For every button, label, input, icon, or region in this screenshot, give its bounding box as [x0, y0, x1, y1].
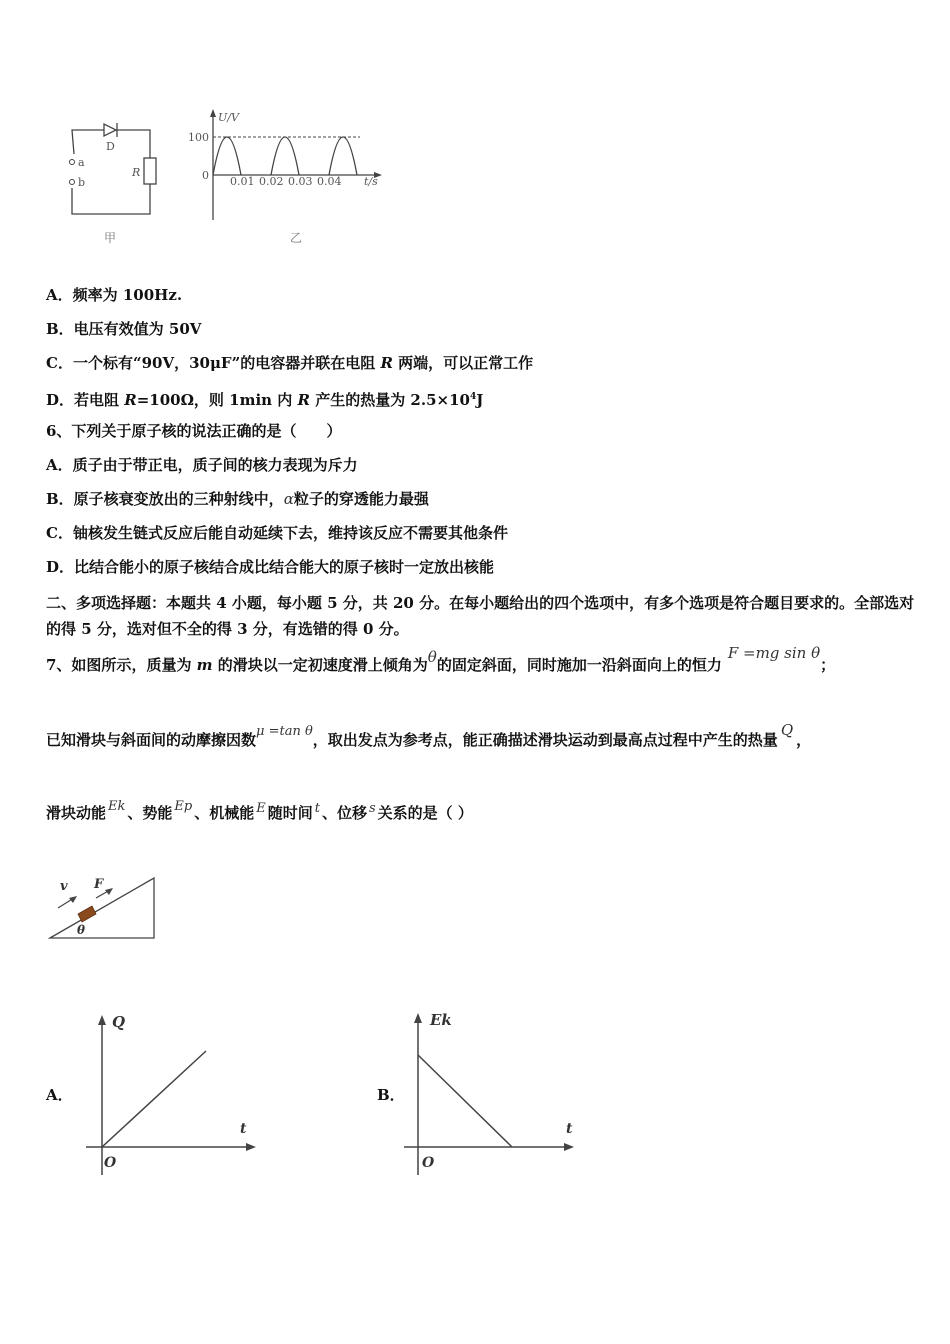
graph-x-tick-4: 0.04: [317, 175, 342, 188]
graph-y-tick: 100: [188, 131, 209, 144]
graph-x-tick-3: 0.03: [288, 175, 313, 188]
graph-a-y-label: Q: [112, 1013, 126, 1031]
q7-ek-var: Ek: [108, 799, 126, 814]
terminal-a-label: a: [78, 156, 85, 169]
waveform-figure: [180, 105, 390, 250]
graph-a-origin: O: [104, 1155, 117, 1171]
graph-a-x-label: t: [240, 1121, 247, 1137]
q6-option-b-alpha: α: [283, 490, 294, 508]
q5-option-d-prefix: D．若电阻: [46, 391, 125, 409]
q7-line3-end: 关系的是（ ）: [377, 804, 473, 822]
graph-y-axis-label: U/V: [218, 111, 239, 124]
graph-b-x-label: t: [566, 1121, 573, 1137]
graph-b-y-label: Ek: [430, 1011, 452, 1029]
q6-option-b-suffix: 粒子的穿透能力最强: [293, 490, 429, 508]
q7-line1-end: ；: [820, 656, 836, 674]
q7-e-var: E: [256, 801, 266, 816]
q7-mass-var: m: [196, 656, 213, 674]
graph-caption: 乙: [290, 231, 303, 245]
circuit-caption: 甲: [104, 231, 117, 245]
q7-graph-a: [80, 1005, 270, 1185]
graph-x-tick-2: 0.02: [259, 175, 284, 188]
q5-option-d-var: R: [124, 391, 137, 409]
q7-line2-prefix: 已知滑块与斜面间的动摩擦因数: [46, 731, 257, 749]
q6-option-a: A．质子由于带正电，质子间的核力表现为斥力: [46, 456, 358, 474]
terminal-b-label: b: [78, 176, 86, 189]
q7-graph-b: [400, 1005, 590, 1185]
q5-option-d: [46, 387, 483, 410]
q6-option-d: D．比结合能小的原子核结合成比结合能大的原子核时一定放出核能: [46, 558, 495, 576]
q7-line3-mid3: 随时间: [267, 804, 313, 822]
q5-option-c: [46, 353, 533, 373]
q7-line3-mid2: 、机械能: [194, 804, 255, 822]
slider-block: [78, 906, 96, 922]
resistor-label: R: [132, 166, 141, 179]
incline-figure: [44, 870, 164, 942]
q7-line2-end: ，: [796, 731, 812, 749]
graph-b-origin: O: [422, 1155, 435, 1171]
q7-option-a-label: A．: [46, 1086, 73, 1104]
q5-option-d-var2: R: [297, 391, 310, 409]
q5-option-b: B．电压有效值为 50V: [46, 320, 202, 338]
graph-x-axis-label: t/s: [364, 175, 378, 188]
q7-line3-mid4: 、位移: [321, 804, 367, 822]
diode-label: D: [106, 140, 115, 153]
q5-option-c-var: R: [380, 354, 393, 372]
q5-option-a: A．频率为 100Hz.: [46, 286, 183, 304]
q7-line1-prefix: 7、如图所示，质量为: [46, 656, 197, 674]
q7-line3-prefix: 滑块动能: [46, 804, 107, 822]
graph-origin: 0: [202, 169, 209, 182]
q7-mu-formula: μ =tan θ: [256, 724, 313, 739]
q6-option-c: C．铀核发生链式反应后能自动延续下去，维持该反应不需要其他条件: [46, 524, 508, 542]
q6-stem: 6、下列关于原子核的说法正确的是（ ）: [46, 422, 342, 440]
q7-option-b-label: B．: [377, 1086, 405, 1104]
q6-option-b-prefix: B．原子核衰变放出的三种射线中，: [46, 490, 284, 508]
q5-option-d-exponent: 4: [469, 392, 477, 402]
q5-option-d-suffix: 产生的热量为 2.5×10: [309, 391, 470, 409]
q7-heat-var: Q: [780, 721, 794, 739]
q6-option-b: [46, 489, 429, 509]
q5-option-d-unit: J: [476, 391, 484, 409]
q7-line2-mid: ，取出发点为参考点，能正确描述滑块运动到最高点过程中产生的热量: [312, 731, 778, 749]
incline-f-label: F: [94, 877, 104, 892]
incline-theta-label: θ: [77, 923, 86, 937]
section-2-instructions: 二、多项选择题：本题共 4 小题，每小题 5 分，共 20 分。在每小题给出的四个选项中，有多个选项是符合题目要求的。全部选对的得 5 分，选对但不全的得 3 分，有选错的得 0 分。: [46, 594, 915, 638]
q5-option-c-suffix: 两端，可以正常工作: [392, 354, 534, 372]
circuit-figure: [60, 110, 170, 250]
diode-symbol: [104, 123, 117, 137]
graph-x-tick-1: 0.01: [230, 175, 255, 188]
q7-ep-var: Ep: [174, 799, 193, 814]
q7-line1-mid: 的滑块以一定初速度滑上倾角为: [212, 656, 428, 674]
q5-option-c-prefix: C．一个标有“90V，30μF”的电容器并联在电阻: [46, 354, 381, 372]
q7-line-1: [46, 644, 836, 675]
q7-s-var: s: [369, 801, 376, 816]
q7-line3-mid1: 、势能: [127, 804, 173, 822]
incline-v-label: v: [60, 879, 68, 894]
q7-force-formula: F =mg sin θ: [727, 644, 821, 662]
q5-option-d-mid: =100Ω，则 1min 内: [136, 391, 298, 409]
q7-line-2: [46, 721, 812, 752]
q7-t-var: t: [314, 801, 320, 816]
q7-theta: θ: [427, 648, 437, 666]
q7-line-3: [46, 799, 473, 825]
q7-line1-mid2: 的固定斜面，同时施加一沿斜面向上的恒力: [436, 656, 722, 674]
